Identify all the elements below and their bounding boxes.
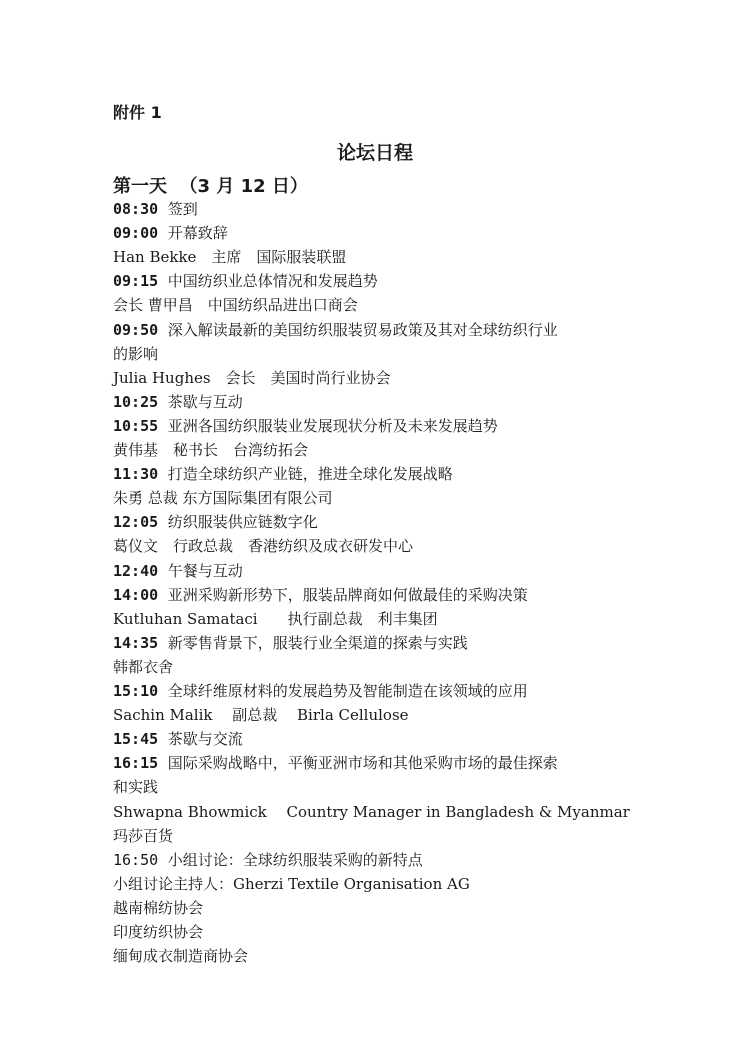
schedule-text: 签到 (167, 200, 198, 218)
schedule-item (113, 198, 198, 220)
schedule-item (113, 463, 453, 485)
schedule-detail (113, 945, 248, 967)
schedule-text: 茶歇与互动 (167, 392, 243, 411)
schedule-text: 韩都衣舍 (113, 657, 174, 676)
schedule-time: 08:30 (113, 200, 159, 218)
schedule-text: 中国纺织业总体情况和发展趋势 (167, 272, 378, 291)
schedule-detail (113, 921, 203, 943)
attachment-label: 附件 1 (113, 103, 162, 122)
schedule-text: Han Bekke 主席 国际服装联盟 (113, 248, 347, 267)
schedule-time: 14:35 (113, 633, 159, 652)
schedule-item (113, 752, 558, 774)
schedule-time: 15:10 (113, 682, 159, 700)
schedule-item (113, 632, 468, 654)
schedule-detail (113, 801, 630, 823)
schedule-detail (113, 873, 470, 895)
schedule-item (113, 270, 378, 292)
schedule-text: 黄伟基 秘书长 台湾纺拓会 (113, 441, 309, 459)
schedule-text: 深入解读最新的美国纺织服装贸易政策及其对全球纺织行业 (167, 320, 558, 339)
schedule-text: 葛仪文 行政总裁 香港纺织及成衣研发中心 (113, 537, 414, 556)
schedule-text: 会长 曹甲昌 中国纺织品进出口商会 (113, 296, 358, 315)
schedule-time: 16:15 (113, 754, 159, 773)
schedule-detail (113, 439, 308, 461)
schedule-text: 新零售背景下，服装行业全渠道的探索与实践 (167, 633, 468, 652)
schedule-detail (113, 294, 358, 316)
day-date: （3 月 12 日） (179, 176, 308, 197)
schedule-text: 和实践 (113, 778, 159, 797)
schedule-text: 玛莎百货 (113, 826, 174, 845)
schedule-time: 11:30 (113, 465, 159, 484)
schedule-detail (113, 825, 173, 847)
schedule-time: 10:55 (113, 416, 159, 435)
schedule-item (113, 560, 243, 582)
schedule-text: 小组讨论：全球纺织服装采购的新特点 (167, 850, 423, 869)
schedule-text: 越南棉纺协会 (113, 898, 204, 917)
schedule-text: 亚洲各国纺织服装业发展现状分析及未来发展趋势 (167, 416, 498, 435)
schedule-text: 午餐与互动 (167, 561, 243, 580)
schedule-time: 12:05 (113, 513, 159, 532)
schedule-item (113, 222, 228, 244)
schedule-detail (113, 246, 346, 268)
schedule-time: 09:00 (113, 224, 159, 243)
schedule-detail (113, 704, 409, 726)
schedule-text: Julia Hughes 会长 美国时尚行业协会 (113, 368, 391, 387)
schedule-item (113, 584, 528, 606)
schedule-detail (113, 897, 203, 919)
schedule-text: 纺织服装供应链数字化 (167, 513, 318, 532)
schedule-text: 国际采购战略中，平衡亚洲市场和其他采购市场的最佳探索 (167, 754, 558, 773)
day-heading (113, 172, 308, 198)
schedule-item (113, 728, 243, 750)
schedule-time: 15:45 (113, 730, 159, 749)
schedule-item (113, 849, 423, 871)
schedule-text: 亚洲采购新形势下，服装品牌商如何做最佳的采购决策 (167, 585, 528, 604)
schedule-time: 16:50 (113, 850, 159, 869)
schedule-detail (113, 343, 158, 365)
schedule-detail (113, 535, 413, 557)
schedule-detail (113, 608, 438, 630)
schedule-item (113, 415, 498, 437)
schedule-text: 小组讨论主持人：Gherzi Textile Organisation AG (113, 874, 470, 893)
schedule-item (113, 680, 528, 702)
schedule-item (113, 391, 243, 413)
schedule-time: 09:15 (113, 272, 159, 291)
schedule-time: 12:40 (113, 561, 159, 580)
schedule-text: 的影响 (113, 344, 159, 363)
schedule-text: 茶歇与交流 (167, 730, 243, 749)
schedule-text: 全球纤维原材料的发展趋势及智能制造在该领域的应用 (167, 682, 528, 700)
schedule-detail (113, 367, 391, 389)
schedule-text: Kutluhan Samataci 执行副总裁 利丰集团 (113, 609, 438, 628)
schedule-time: 10:25 (113, 392, 159, 411)
page-title: 论坛日程 (336, 142, 413, 164)
schedule-time: 14:00 (113, 585, 159, 604)
schedule-text: 开幕致辞 (167, 224, 228, 243)
schedule-detail (113, 487, 333, 509)
schedule-text: 朱勇 总裁 东方国际集团有限公司 (113, 489, 333, 508)
schedule-time: 09:50 (113, 320, 159, 339)
schedule-text: 印度纺织协会 (113, 923, 204, 941)
schedule-item (113, 319, 558, 341)
day-label: 第一天 (113, 176, 167, 197)
schedule-text: Shwapna Bhowmick Country Manager in Bangladesh & Myanmar (113, 802, 630, 821)
schedule-text: Sachin Malik 副总裁 Birla Cellulose (113, 706, 409, 725)
schedule-text: 缅甸成衣制造商协会 (113, 947, 249, 966)
schedule-item (113, 511, 318, 533)
schedule-text: 打造全球纺织产业链，推进全球化发展战略 (167, 465, 453, 484)
schedule-detail (113, 776, 158, 798)
schedule-detail (113, 656, 173, 678)
